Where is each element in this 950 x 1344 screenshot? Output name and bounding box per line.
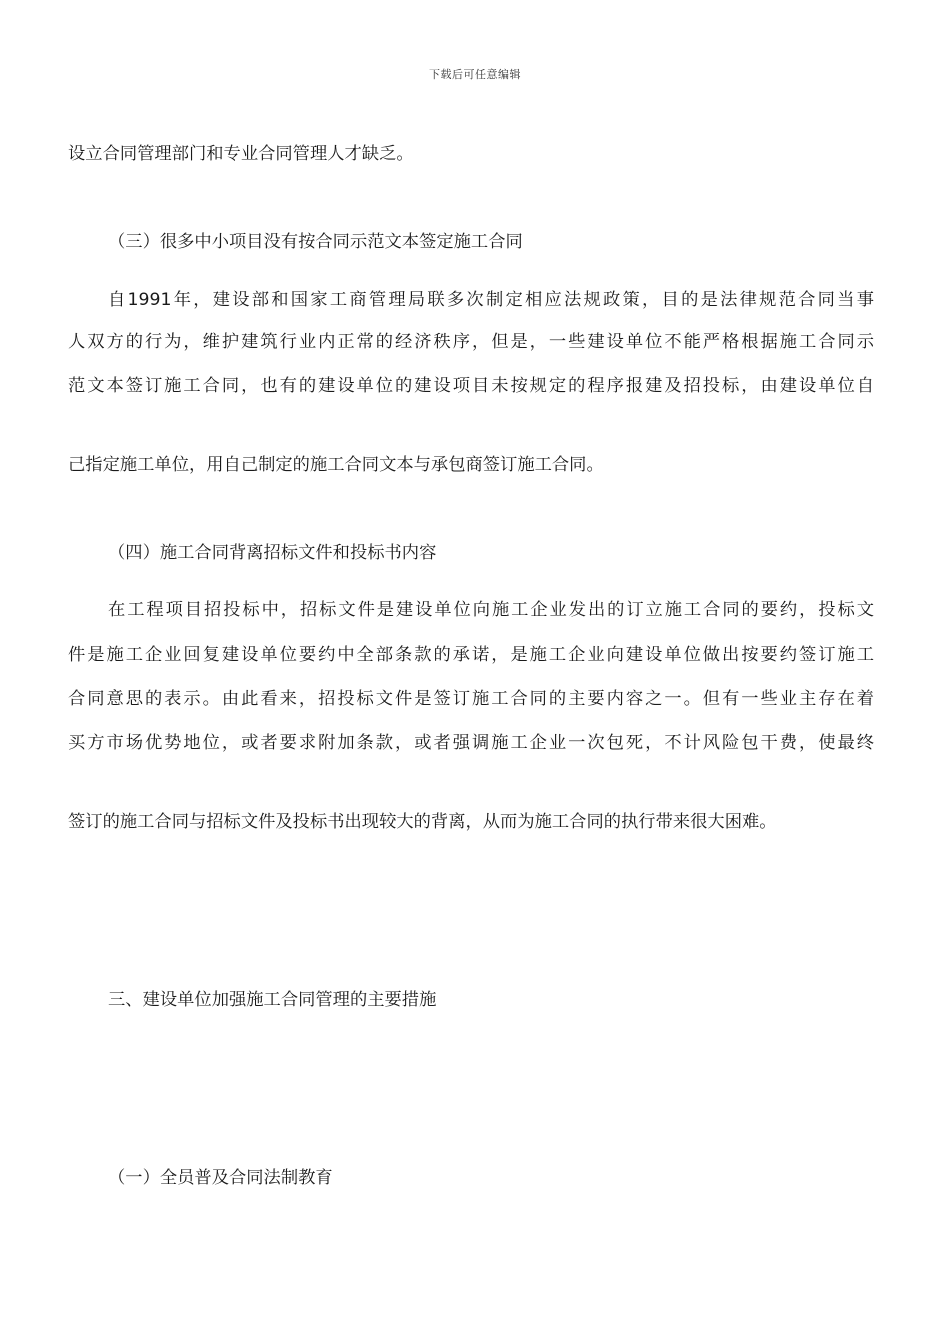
body-text-line: 人双方的行为，维护建筑行业内正常的经济秩序，但是，一些建设单位不能严格根据施工合同示 <box>68 332 874 352</box>
body-text-line: 签订的施工合同与招标文件及投标书出现较大的背离，从而为施工合同的执行带来很大困难。 <box>68 812 777 832</box>
body-text-line: 买方市场优势地位，或者要求附加条款，或者强调施工企业一次包死，不计风险包干费，使最终 <box>68 733 874 753</box>
body-text-line: 设立合同管理部门和专业合同管理人才缺乏。 <box>68 144 414 164</box>
chapter-heading: 三、建设单位加强施工合同管理的主要措施 <box>108 990 437 1010</box>
section-heading: （三）很多中小项目没有按合同示范文本签定施工合同 <box>108 232 523 252</box>
section-heading: （一）全员普及合同法制教育 <box>108 1168 333 1188</box>
body-text-line: 件是施工企业回复建设单位要约中全部条款的承诺，是施工企业向建设单位做出按要约签订施工 <box>68 645 874 665</box>
body-text-line: 己指定施工单位，用自己制定的施工合同文本与承包商签订施工合同。 <box>68 455 604 475</box>
body-text-line: 在工程项目招投标中，招标文件是建设单位向施工企业发出的订立施工合同的要约，投标文 <box>108 600 874 620</box>
body-text-line: 合同意思的表示。由此看来，招投标文件是签订施工合同的主要内容之一。但有一些业主存在着 <box>68 689 874 709</box>
page-header: 下载后可任意编辑 <box>429 68 521 81</box>
body-text-line: 自1991年，建设部和国家工商管理局联多次制定相应法规政策，目的是法律规范合同当事 <box>108 290 874 310</box>
section-heading: （四）施工合同背离招标文件和投标书内容 <box>108 543 437 563</box>
body-text-line: 范文本签订施工合同，也有的建设单位的建设项目未按规定的程序报建及招投标，由建设单位自 <box>68 376 874 396</box>
